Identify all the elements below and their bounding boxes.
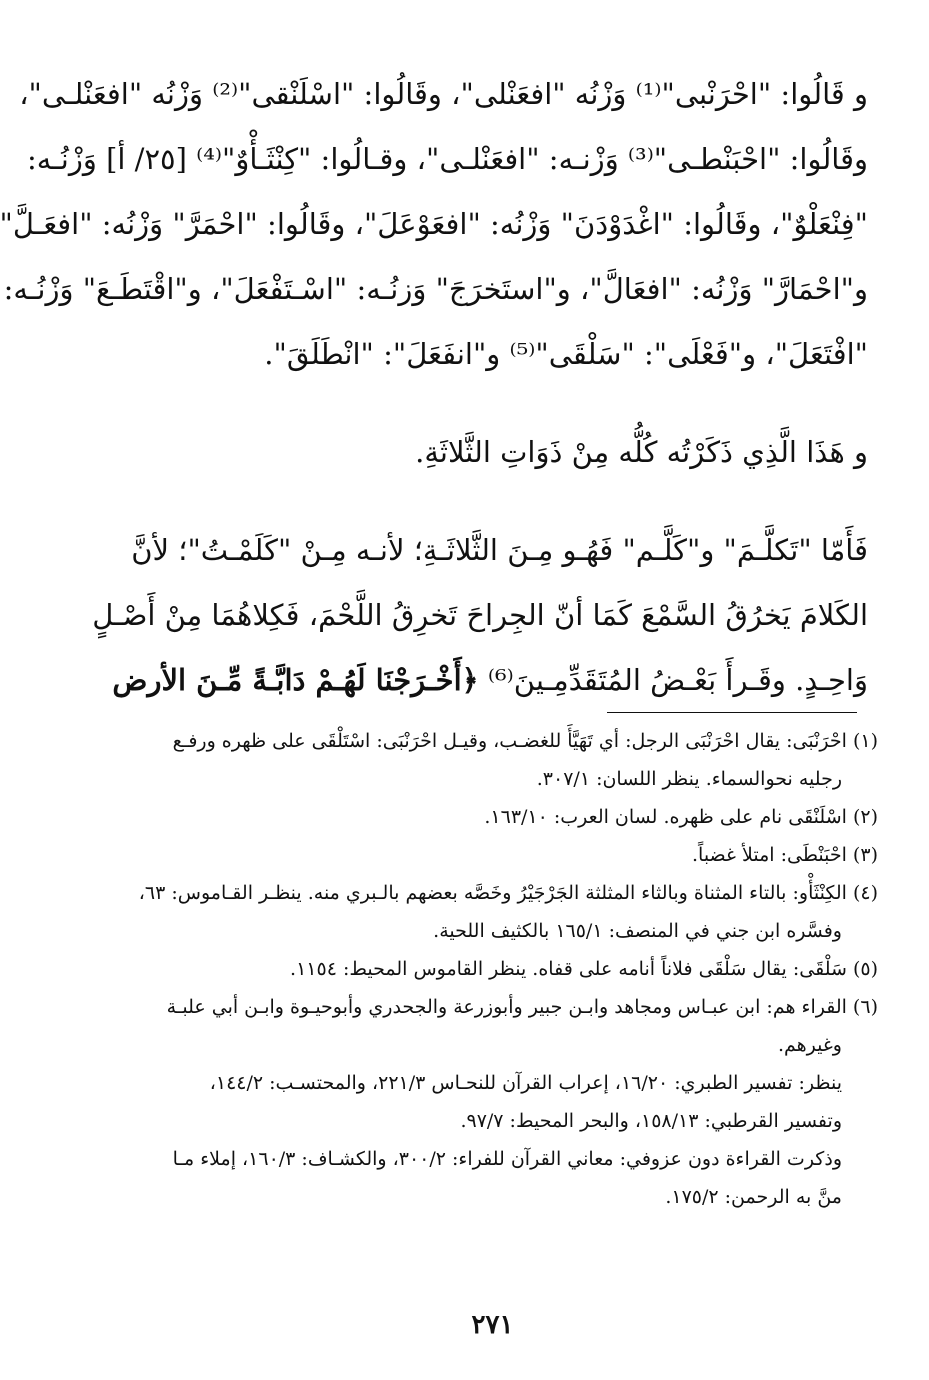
footnotes (128, 722, 878, 1216)
footnote-line: (٤) الكِنْثَأْو: بالتاء المثناة وبالثاء المثلثة الجَرْجَيْرُ وخَصَّه بعضهم بالـبري منه. ينظـر القـاموس: ٦٣، (138, 882, 878, 904)
quran-verse: ﴿أَخْـرَجْنَا لَهُـمْ دَابَّـةً مِّـنَ الأرض (112, 663, 479, 697)
main-line-6: و هَذَا الَّذِي ذَكَرْتُه كُلُّه مِنْ ذَوَاتِ الثَّلاثَةِ. (415, 435, 868, 469)
footnote-line: (٣) احْبَنْطَى: امتلأ غضباً. (692, 844, 878, 866)
footnote-line: منَّ به الرحمن: ١٧٥/٢. (665, 1186, 842, 1208)
footnote-line: (٦) القراء هم: ابن عبـاس ومجاهد وابـن جبير وأبوزرعة والجحدري وأبوحيـوة وابـن أبي علبـة (166, 996, 878, 1018)
main-line-9 (112, 648, 868, 713)
main-line-8: الكَلامَ يَخرُقُ السَّمْعَ كَمَا أنّ الجِراحَ تَخرِقُ اللَّحْمَ، فَكِلاهُمَا مِنْ أَصْـلٍ (92, 598, 868, 632)
main-line-5: "افْتَعَلَ"، و"فَعْلَى": "سَلْقَى"⁽⁵⁾ و"انفَعَلَ": "انْطَلَقَ". (264, 337, 868, 371)
footnote-divider (607, 712, 857, 713)
paragraph-gap (128, 485, 868, 518)
footnote-line: وغيرهم. (777, 1034, 842, 1056)
main-line-7: فَأَمّا "تَكلَّـمَ" و"كَلَّـم" فَهُـو مِـنَ الثَّلاثَـةِ؛ لأنـه مِـنْ "كَلَمْـتُ"؛ لأنَّ (131, 533, 868, 567)
footnote-line: رجليه نحوالسماء. ينظر اللسان: ٣٠٧/١. (536, 768, 842, 790)
page-number: ٢٧١ (471, 1310, 514, 1340)
footnote-line: وتفسير القرطبي: ١٥٨/١٣، والبحر المحيط: ٩٧/٧. (460, 1110, 842, 1132)
footnote-line: وذكرت القراءة دون عزوفي: معاني القرآن للفراء: ٣٠٠/٢، والكشـاف: ١٦٠/٣، إملاء مـا (172, 1148, 842, 1170)
main-line-9-text: وَاحِـدٍ. وقَـرأَ بَعْـضُ المُتَقَدِّمِـينَ⁽⁶⁾ (487, 663, 868, 697)
footnote-line: (٢) اسْلَنْقَى نام على ظهره. لسان العرب: ١٦٣/١٠. (484, 806, 878, 828)
main-line-4: و"احْمَارَّ" وَزْنُه: "افعَالَّ"، و"استَخرَجَ" وَزنُـه: "اسْـتَفْعَلَ"، و"اقْتَطَـعَ" وَزْنُـه: (3, 272, 868, 306)
footnote-line: ينظر: تفسير الطبري: ١٦/٢٠، إعراب القرآن للنحـاس ٢٢١/٣، والمحتسـب: ١٤٤/٢، (209, 1072, 842, 1094)
footnote-line: (١) احْرَنْبَى: يقال احْرَنْبَى الرجل: أي تَهَيَّأَ للغضـب، وقيـل احْرَنْبَى: اسْتَلْقَى على ظهره ورفـع (172, 730, 878, 752)
main-text (0, 62, 868, 713)
main-line-1: و قَالُوا: "احْرَنْبى"⁽¹⁾ وَزْنُه "افعَنْلى"، وقَالُوا: "اسْلَنْقى"⁽²⁾ وَزْنُه "افعَنْلـى"، (19, 77, 868, 111)
paragraph-gap (128, 387, 868, 420)
main-line-2: وقَالُوا: "احْبَنْطـى"⁽³⁾ وَزْنـه: "افعَنْلـى"، وقـالُوا: "كِنْثَـأْوٌ"⁽⁴⁾ [٢٥/ أ] وَزْنُـه: (26, 142, 868, 176)
main-line-3: "فِنْعَلْوٌ"، وقَالُوا: "اغْدَوْدَنَ" وَزْنُه: "افعَوْعَلَ"، وقَالُوا: "احْمَرَّ" وَزْنُه: "افعَـلَّ" (0, 207, 868, 241)
footnote-line: (٥) سَلْقَى: يقال سَلْقَى فلاناً أنامه على قفاه. ينظر القاموس المحيط: ١١٥٤. (290, 958, 878, 980)
footnote-line: وفسَّره ابن جني في المنصف: ١٦٥/١ بالكثيف اللحية. (433, 920, 842, 942)
